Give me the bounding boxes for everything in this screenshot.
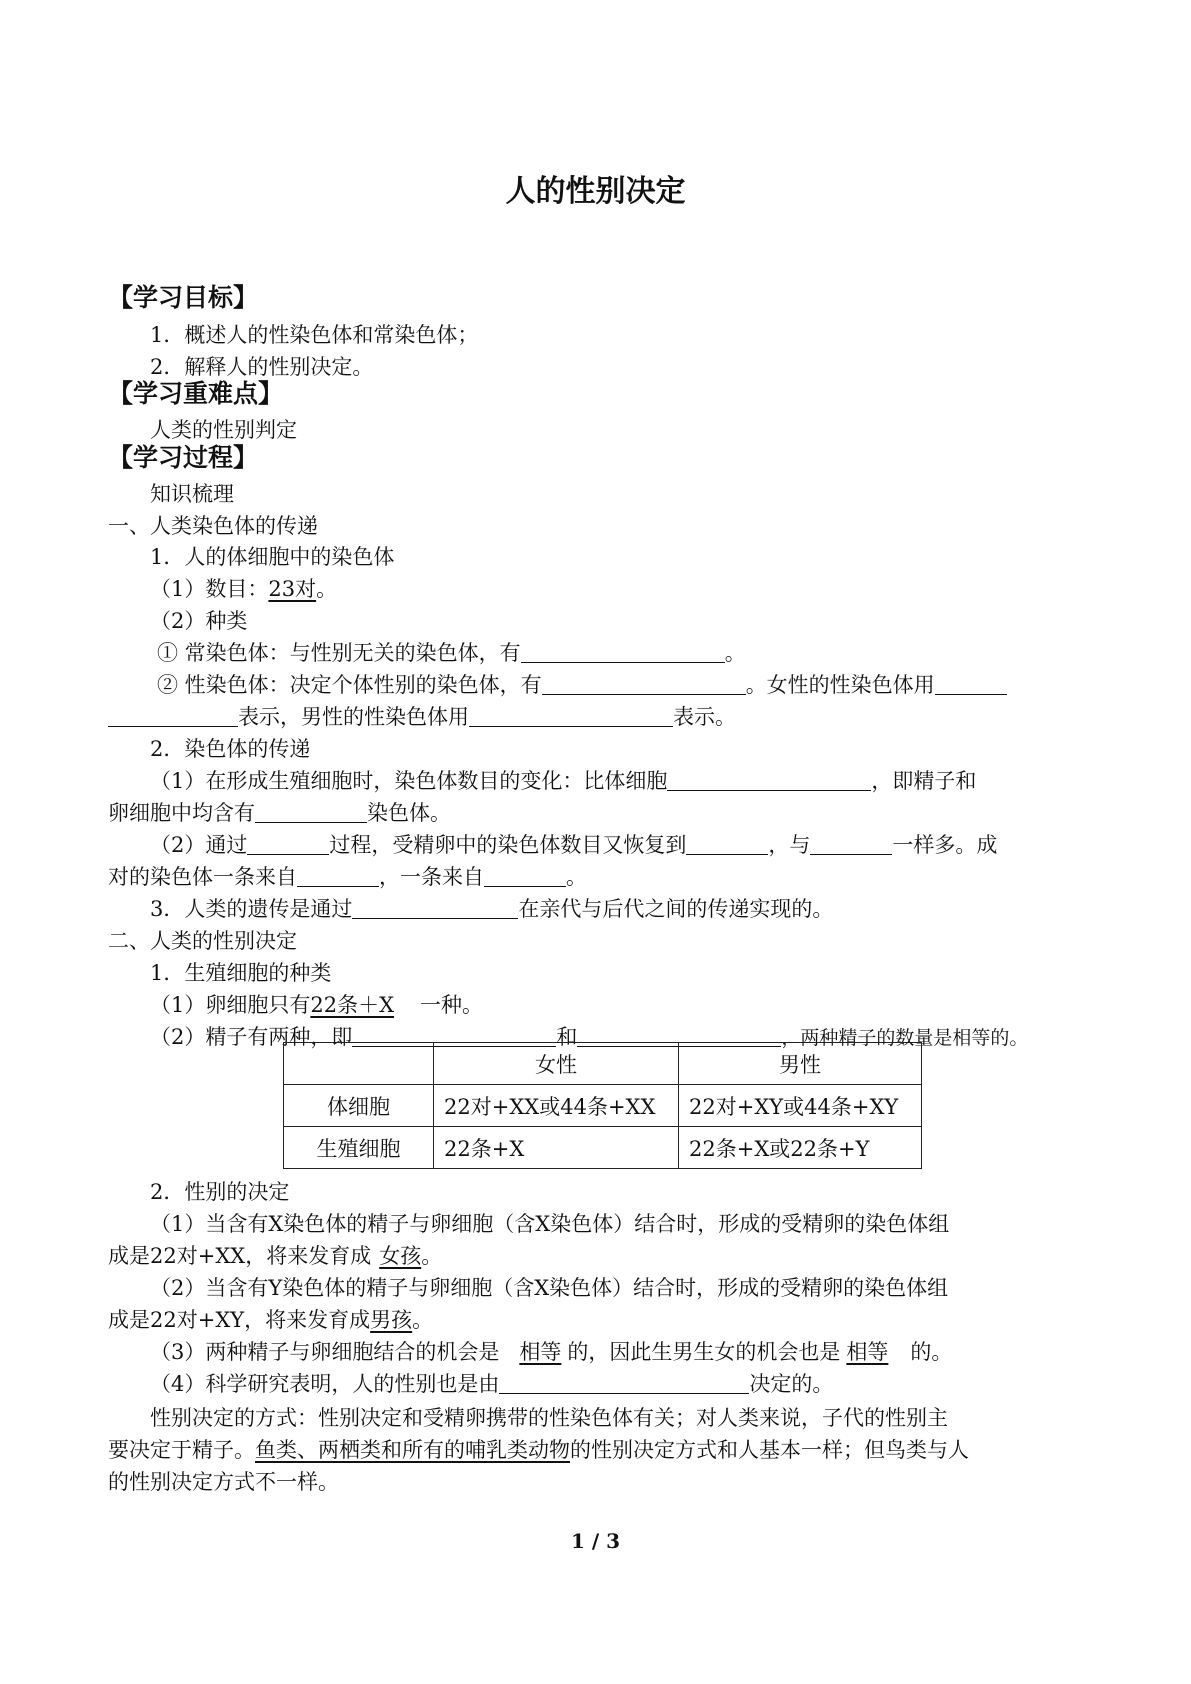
chromosome-table bbox=[283, 1042, 922, 1169]
part1-sub2: 2．染色体的传递 bbox=[150, 737, 311, 761]
part1-heading: 一、人类染色体的传递 bbox=[108, 514, 318, 538]
transfer-2-line: （2）通过 过程，受精卵中的染色体数目又恢复到 ，与 一样多。成 bbox=[150, 833, 998, 857]
count-answer: 23对 bbox=[268, 577, 317, 601]
page-number: 1 / 3 bbox=[570, 1529, 621, 1553]
transfer-1-line-2: 卵细胞中均含有 染色体。 bbox=[108, 801, 451, 825]
answer-blank[interactable] bbox=[484, 866, 566, 887]
answer-blank[interactable] bbox=[542, 674, 746, 695]
sex-chromosome-line: ② 性染色体：决定个体性别的染色体，有 。女性的性染色体用 bbox=[157, 669, 1007, 701]
objective-1: 1．概述人的性染色体和常染色体； bbox=[150, 323, 479, 347]
egg-answer: 22条＋X bbox=[310, 993, 395, 1017]
animals-answer: 鱼类、两栖类和所有的哺乳类动物 bbox=[255, 1438, 570, 1462]
sex-chromosome-line-2: 表示，男性的性染色体用 表示。 bbox=[108, 701, 736, 733]
key-heading: 【学习重难点】 bbox=[108, 379, 284, 408]
answer-blank[interactable] bbox=[935, 674, 1007, 695]
decision-1-line-2: 成是22对+XX，将来发育成 女孩。 bbox=[108, 1244, 443, 1268]
equal-answer: 相等 bbox=[519, 1340, 562, 1364]
answer-blank[interactable] bbox=[297, 866, 379, 887]
process-heading: 【学习过程】 bbox=[108, 443, 259, 472]
answer-blank[interactable] bbox=[667, 770, 871, 791]
answer-blank[interactable] bbox=[521, 642, 725, 663]
answer-blank[interactable] bbox=[686, 834, 768, 855]
girl-answer: 女孩 bbox=[379, 1244, 422, 1268]
part2-sub1: 1．生殖细胞的种类 bbox=[150, 961, 332, 985]
method-line-1: 性别决定的方式：性别决定和受精卵携带的性染色体有关；对人类来说，子代的性别主 bbox=[150, 1406, 948, 1430]
answer-blank[interactable] bbox=[108, 706, 238, 727]
table-cell: 体细胞 bbox=[284, 1085, 434, 1127]
table-cell: 22对+XY或44条+XY bbox=[679, 1085, 922, 1127]
method-line-2: 要决定于精子。鱼类、两栖类和所有的哺乳类动物的性别决定方式和人基本一样；但鸟类与人 bbox=[108, 1438, 969, 1462]
answer-blank[interactable] bbox=[247, 834, 329, 855]
decision-2-line: （2）当含有Y染色体的精子与卵细胞（含X染色体）结合时，形成的受精卵的染色体组 bbox=[150, 1276, 949, 1300]
objective-2: 2．解释人的性别决定。 bbox=[150, 355, 374, 379]
key-text: 人类的性别判定 bbox=[150, 418, 297, 442]
egg-line: （1）卵细胞只有22条＋X 一种。 bbox=[150, 993, 484, 1017]
types-line: （2）种类 bbox=[150, 609, 248, 633]
table-cell: 22条+X或22条+Y bbox=[679, 1127, 922, 1169]
decision-4-line: （4）科学研究表明，人的性别也是由 决定的。 bbox=[150, 1372, 834, 1396]
count-line: （1）数目：23对。 bbox=[150, 577, 338, 601]
transfer-1-line: （1）在形成生殖细胞时，染色体数目的变化：比体细胞 ，即精子和 bbox=[150, 769, 977, 793]
objectives-heading: 【学习目标】 bbox=[108, 283, 259, 312]
table-cell: 生殖细胞 bbox=[284, 1127, 434, 1169]
equal-answer: 相等 bbox=[846, 1340, 889, 1364]
method-line-3: 的性别决定方式不一样。 bbox=[108, 1470, 339, 1494]
table-row bbox=[284, 1127, 922, 1169]
boy-answer: 男孩 bbox=[370, 1308, 413, 1332]
part2-heading: 二、人类的性别决定 bbox=[108, 929, 297, 953]
table-header-row bbox=[284, 1043, 922, 1085]
transfer-2-line-2: 对的染色体一条来自 ，一条来自 。 bbox=[108, 865, 587, 889]
decision-2-line-2: 成是22对+XY，将来发育成男孩。 bbox=[108, 1308, 434, 1332]
sperm-line: （2）精子有两种，即 和 ，两种精子的数量是相等的。 bbox=[150, 1025, 1029, 1049]
answer-blank[interactable] bbox=[469, 706, 673, 727]
table-header-cell: 女性 bbox=[434, 1043, 679, 1085]
answer-blank[interactable] bbox=[810, 834, 892, 855]
page-title: 人的性别决定 bbox=[505, 174, 686, 209]
table-row bbox=[284, 1085, 922, 1127]
table-header-cell bbox=[284, 1043, 434, 1085]
part3-sub2: 2．性别的决定 bbox=[150, 1180, 290, 1204]
answer-blank[interactable] bbox=[352, 898, 518, 919]
answer-blank[interactable] bbox=[255, 802, 367, 823]
table-cell: 22条+X bbox=[434, 1127, 679, 1169]
heredity-line: 3．人类的遗传是通过 在亲代与后代之间的传递实现的。 bbox=[150, 897, 834, 921]
knowledge-label: 知识梳理 bbox=[150, 482, 234, 506]
answer-blank[interactable] bbox=[499, 1373, 749, 1394]
decision-3-line: （3）两种精子与卵细胞结合的机会是 相等 的，因此生男生女的机会也是 相等 的。 bbox=[150, 1340, 953, 1364]
part1-sub1: 1．人的体细胞中的染色体 bbox=[150, 545, 395, 569]
table-header-cell: 男性 bbox=[679, 1043, 922, 1085]
decision-1-line: （1）当含有X染色体的精子与卵细胞（含X染色体）结合时，形成的受精卵的染色体组 bbox=[150, 1212, 950, 1236]
autosome-line: ① 常染色体：与性别无关的染色体，有 。 bbox=[157, 641, 746, 665]
table-cell: 22对+XX或44条+XX bbox=[434, 1085, 679, 1127]
